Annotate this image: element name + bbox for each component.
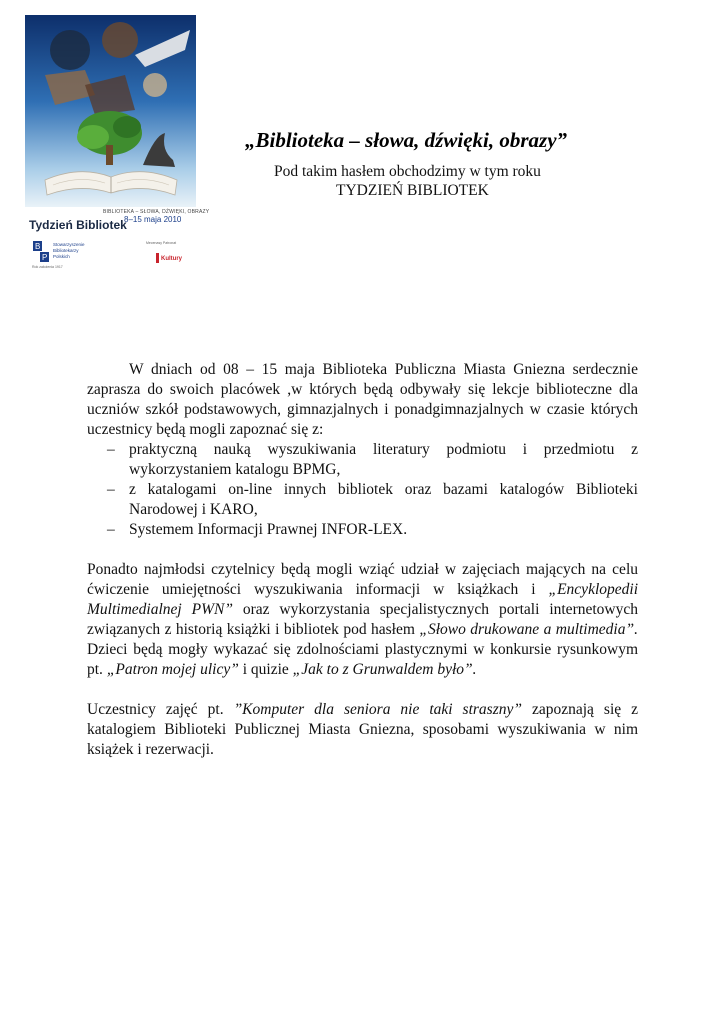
text-run: Dzieci będą mogły wykazać się zdolnościami plastycznymi w konkursie rysunkowym pt. xyxy=(87,641,638,678)
svg-text:P: P xyxy=(42,253,48,262)
course-title: ”Komputer dla seniora nie taki straszny” xyxy=(233,701,522,718)
intro-paragraph: W dniach od 08 – 15 maja Biblioteka Publiczna Miasta Gniezna serdecznie zaprasza do swoich placówek ,w których będą odbywały się lekcje biblioteczne dla uczniów szkół podstawowych, gimnazjalnych i ponadgimnazjalnych w czasie których uczestnicy będą mogli zapoznać się z: xyxy=(87,361,638,438)
text-run: Uczestnicy zajęć pt. xyxy=(87,701,234,718)
poster-tagline: BIBLIOTEKA – SŁOWA, DŹWIĘKI, OBRAZY xyxy=(103,209,210,215)
svg-text:B: B xyxy=(35,242,41,251)
slogan-title: „Słowo drukowane a multimedia”. xyxy=(419,621,638,638)
poster-illustration xyxy=(25,15,196,207)
list-item: – praktyczną nauką wyszukiwania literatury podmiotu i przedmiotu z wykorzystaniem katalogu BPMG, xyxy=(87,440,638,480)
second-paragraph xyxy=(87,560,638,680)
subtitle-line-2: TYDZIEŃ BIBLIOTEK xyxy=(336,182,489,199)
page-title: „Biblioteka – słowa, dźwięki, obrazy” xyxy=(245,128,568,152)
list-item: – Systemem Informacji Prawnej INFOR-LEX. xyxy=(87,520,638,540)
quiz-title: „Jak to z Grunwaldem było”. xyxy=(292,661,477,678)
contest-title: „Patron mojej ulicy” xyxy=(106,661,239,678)
kultury-logo-icon xyxy=(156,251,191,265)
article-body xyxy=(87,360,638,760)
text-run: Ponadto najmłodsi czytelnicy będą mogli wziąć udział w zajęciach mających na celu ćwiczenie umiejętności wyszukiwania informacji w książkach i xyxy=(87,561,638,598)
third-paragraph xyxy=(87,700,638,760)
list-item: – z katalogami on-line innych bibliotek oraz bazami katalogów Biblioteki Narodowej i KARO, xyxy=(87,480,638,520)
org-name: Stowarzyszenie Bibliotekarzy Polskich xyxy=(53,242,85,259)
patron-name: Kultury xyxy=(161,256,182,262)
text-run: zapoznają się z katalogiem Biblioteki Publicznej Miasta Gniezna, sposobami wyszukiwania w nim książek i rezerwacji. xyxy=(87,701,638,758)
text-run: i quizie xyxy=(238,661,293,678)
text-run: oraz wykorzystania specjalistycznych portali internetowych związanych z historią książki i bibliotek pod hasłem xyxy=(87,601,638,638)
event-poster xyxy=(25,15,210,270)
poster-dates: 8–15 maja 2010 xyxy=(124,215,182,224)
poster-title: Tydzień Bibliotek xyxy=(29,218,127,232)
subtitle-line-1: Pod takim hasłem obchodzimy w tym roku xyxy=(274,163,541,180)
patron-label: Mecenasy Patronat xyxy=(146,241,177,245)
activities-list xyxy=(87,440,638,540)
org-founded: Rok założenia 1917 xyxy=(32,265,63,269)
sbp-logo-icon xyxy=(32,240,50,264)
encyclopedia-title: „Encyklopedii Multimedialnej PWN” xyxy=(87,581,638,618)
